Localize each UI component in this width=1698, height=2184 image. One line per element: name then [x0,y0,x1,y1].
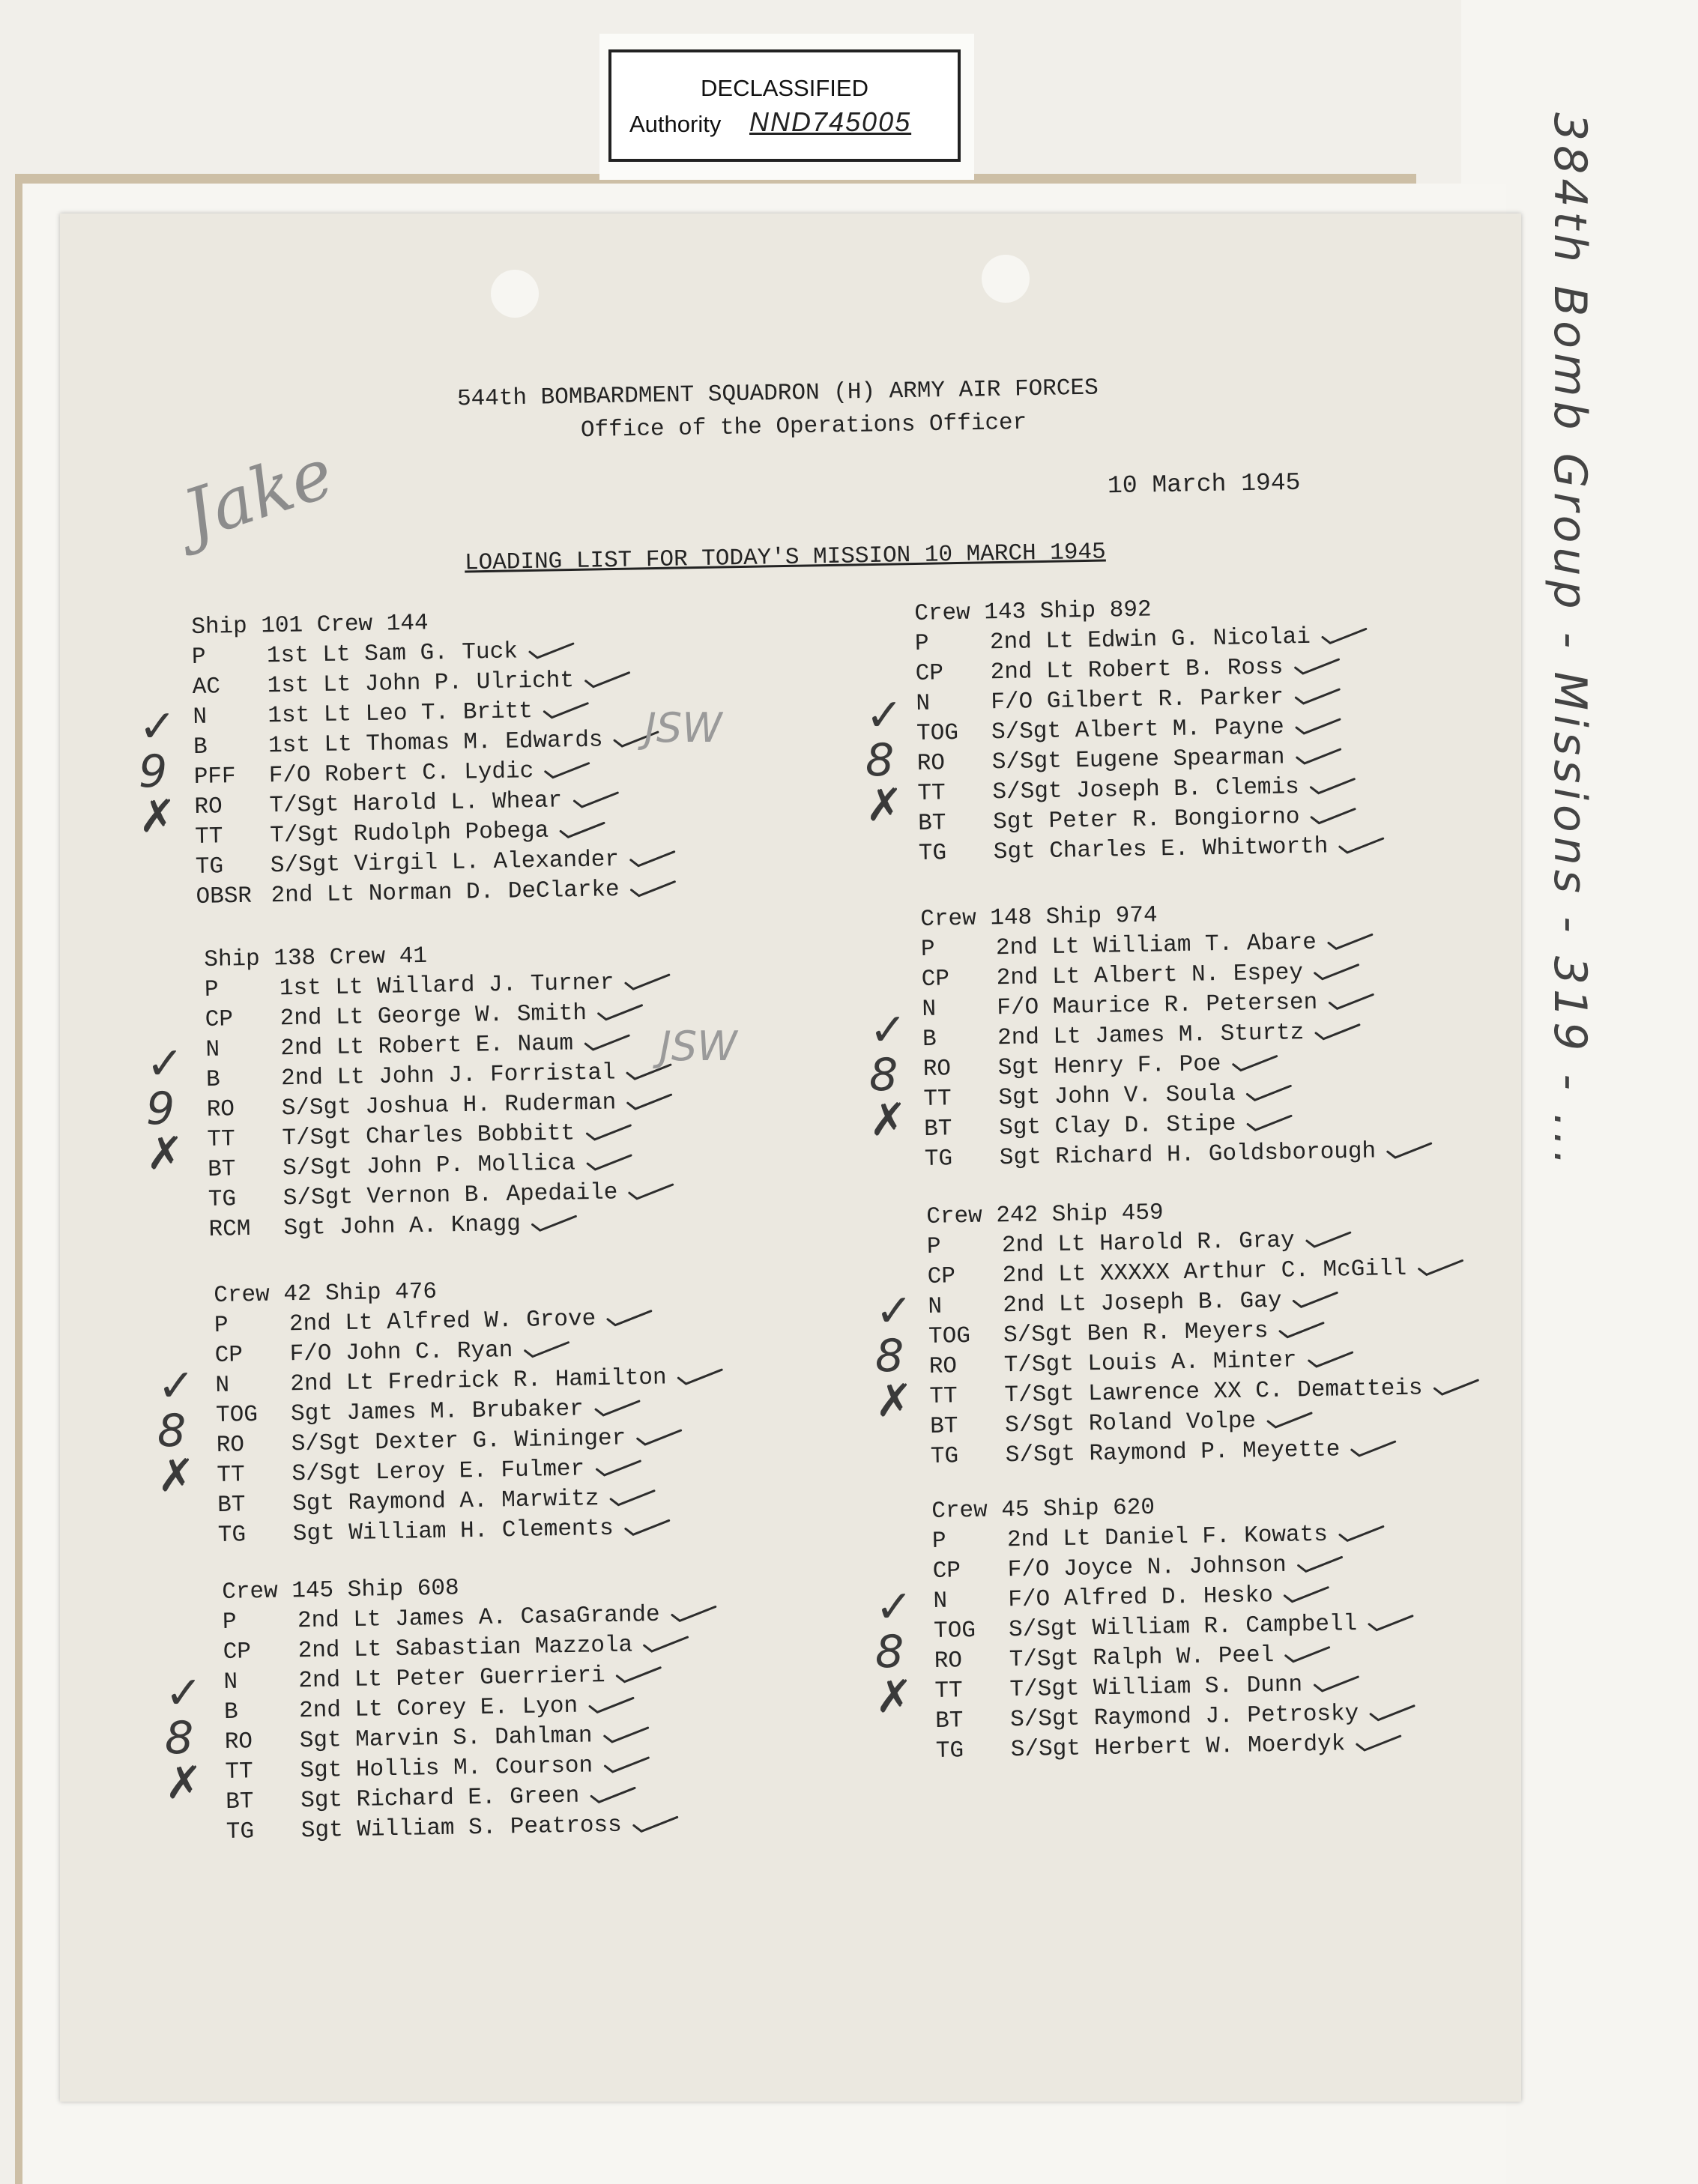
crew-member-name: 2nd Lt Corey E. Lyon [298,1693,578,1725]
checkmark-icon [609,1489,656,1507]
crew-member-name: S/Sgt Vernon B. Apedaile [283,1179,618,1212]
crew-member-name: T/Sgt Rudolph Pobega [269,817,549,850]
crew-position: AC [192,674,221,701]
crew-position: TG [195,853,224,880]
tally-mark: ✗ [165,1757,203,1809]
checkmark-icon [632,1815,679,1833]
crew-position: CP [932,1558,961,1585]
declassified-stamp [608,49,961,162]
crew-member-name: S/Sgt William R. Campbell [1008,1611,1358,1644]
crew-position: P [191,644,206,671]
checkmark-icon [1295,718,1341,735]
crew-position: RO [928,1353,958,1380]
crew-member-name: 1st Lt Thomas M. Edwards [268,727,603,760]
crew-position: P [931,1528,946,1555]
crew-member-name: F/O John C. Ryan [289,1337,513,1368]
tally-mark: 8 [869,1049,898,1101]
tally-mark: ✗ [875,1671,913,1723]
checkmark-icon [1231,1055,1278,1072]
checkmark-icon [585,1124,632,1141]
tally-mark: ✗ [875,1375,913,1427]
side-handwritten-note: 384th Bomb Group - Missions - 319 - ... [1544,112,1596,1170]
tally-mark: ✓ [865,689,904,742]
tally-mark: 8 [157,1405,187,1457]
checkmark-icon [1338,1525,1385,1542]
crew-position: OBSR [196,883,253,910]
checkmark-icon [606,1310,653,1327]
crew-position: N [223,1669,238,1696]
crew-position: CP [205,1006,234,1033]
checkmark-icon [1310,778,1356,795]
crew-block-header: Ship 101 Crew 144 [191,610,429,641]
crew-member-name: 2nd Lt Joseph B. Gay [1003,1287,1282,1319]
checkmark-icon [603,1756,650,1773]
checkmark-icon [1266,1412,1313,1429]
checkmark-icon [1313,1675,1359,1693]
checkmark-icon [1297,1555,1344,1573]
crew-position: BT [929,1413,958,1440]
margin-tally [875,1285,913,1427]
checkmark-icon [1417,1259,1463,1276]
crew-position: RO [216,1432,245,1459]
checkmark-icon [1433,1379,1479,1396]
checkmark-icon [572,791,619,808]
crew-member-name: S/Sgt Roland Volpe [1004,1408,1257,1439]
checkmark-icon [602,1726,649,1743]
crew-position: N [916,690,931,717]
crew-member-name: 2nd Lt Alfred W. Grove [288,1306,596,1338]
margin-tally [865,689,904,832]
crew-member-name: Sgt Richard H. Goldsborough [999,1138,1377,1172]
checkmark-icon [626,1093,673,1110]
crew-position: P [920,936,935,963]
tally-mark: ✗ [869,1094,907,1146]
crew-position: BT [217,1492,246,1519]
crew-member-name: S/Sgt Herbert W. Moerdyk [1010,1731,1346,1764]
tally-mark: ✓ [869,1004,907,1056]
crew-member-name: Sgt Clay D. Stipe [998,1110,1236,1142]
checkmark-icon [615,1666,662,1684]
crew-member-name: S/Sgt Albert M. Payne [991,714,1285,746]
crew-position: TT [217,1462,246,1489]
crew-member-name: 2nd Lt Fredrick R. Hamilton [290,1364,667,1398]
checkmark-icon [1292,1291,1338,1308]
crew-member-name: F/O Gilbert R. Parker [991,684,1284,716]
crew-block [204,937,675,1245]
crew-position: N [928,1293,943,1320]
crew-position: TT [207,1126,236,1153]
crew-member-name: Sgt James M. Brubaker [290,1396,584,1428]
tally-mark: ✓ [146,1038,184,1090]
checkmark-icon [1328,993,1374,1010]
crew-position: RO [916,750,946,777]
checkmark-icon [559,821,605,838]
checkmark-icon [586,1154,632,1171]
crew-position: TG [924,1146,953,1173]
crew-member-name: 2nd Lt William T. Abare [995,929,1317,962]
crew-member-name: F/O Alfred D. Hesko [1008,1582,1274,1614]
crew-position: N [922,996,937,1023]
crew-member-name: Sgt John V. Soula [998,1080,1236,1112]
checkmark-icon [1369,1704,1415,1722]
tally-mark: ✗ [139,790,177,843]
checkmark-icon [677,1368,723,1385]
crew-block [191,605,677,913]
crew-position: N [215,1372,230,1399]
document-date: 10 March 1945 [1107,468,1301,500]
crew-position: CP [915,660,944,687]
tally-mark: ✗ [865,779,904,832]
checkmark-icon [531,1214,578,1232]
checkmark-icon [1305,1231,1351,1248]
crew-position: P [204,976,219,1003]
crew-member-name: S/Sgt Joshua H. Ruderman [281,1089,617,1122]
crew-block [914,591,1386,869]
checkmark-icon [1350,1440,1397,1457]
checkmark-icon [595,1459,641,1477]
crew-member-name: T/Sgt Harold L. Whear [269,787,563,820]
tally-mark: ✓ [165,1667,203,1719]
punch-hole-right [982,255,1030,303]
crew-block [222,1569,721,1847]
checkmark-icon [1295,748,1341,765]
checkmark-icon [1356,1734,1402,1752]
crew-position: BT [917,810,946,837]
crew-position: N [933,1588,948,1615]
crew-member-name: Sgt Raymond A. Marwitz [291,1486,599,1518]
checkmark-icon [1278,1322,1325,1339]
crew-member-name: 2nd Lt James M. Sturtz [997,1020,1305,1052]
crew-member-name: Sgt Peter R. Bongiorno [992,804,1300,836]
checkmark-icon [670,1605,716,1622]
crew-position: B [922,1026,937,1053]
checkmark-icon [1284,1646,1331,1663]
checkmark-icon [1338,837,1385,854]
crew-member-name: S/Sgt Ben R. Meyers [1003,1318,1269,1349]
tally-mark: ✓ [139,701,177,753]
checkmark-icon [1386,1142,1433,1159]
tally-mark: 8 [865,734,895,787]
crew-position: TT [194,823,223,850]
crew-block-header: Crew 242 Ship 459 [926,1200,1164,1230]
margin-tally [157,1360,196,1502]
checkmark-icon [584,671,631,689]
crew-member-name: T/Sgt Charles Bobbitt [282,1120,575,1152]
crew-member-name: 2nd Lt Edwin G. Nicolai [989,623,1311,656]
tally-mark: 8 [875,1626,904,1678]
crew-position: TOG [933,1618,976,1645]
crew-position: B [193,733,208,760]
checkmark-icon [1321,627,1368,644]
crew-position: BT [934,1707,964,1734]
crew-position: N [193,704,208,730]
crew-position: TOG [916,720,959,747]
initials-annotation: JSW [644,704,722,751]
checkmark-icon [590,1786,636,1803]
crew-position: TOG [928,1323,971,1350]
crew-member-name: 2nd Lt Robert B. Ross [990,654,1284,686]
document-title: LOADING LIST FOR TODAY'S MISSION 10 MARCH 1945 [464,539,1106,577]
crew-position: RO [922,1056,952,1083]
crew-position: P [926,1233,941,1260]
margin-handwriting: Jake [174,432,343,556]
crew-member-name: 2nd Lt Sabastian Mazzola [297,1632,633,1665]
crew-position: TG [208,1186,237,1213]
crew-member-name: 2nd Lt XXXXX Arthur C. McGill [1002,1255,1407,1289]
crew-position: TG [930,1443,959,1470]
tally-mark: 8 [875,1330,904,1382]
crew-block-header: Crew 148 Ship 974 [920,902,1158,933]
crew-member-name: Sgt John A. Knagg [283,1211,522,1242]
crew-block-header: Crew 145 Ship 608 [222,1575,459,1606]
checkmark-icon [528,642,575,659]
stamp-authority-label: Authority [629,111,722,137]
crew-member-name: 2nd Lt Robert E. Naum [280,1030,574,1062]
crew-member-name: F/O Robert C. Lydic [268,758,534,790]
margin-tally [146,1038,184,1180]
crew-position: CP [921,966,950,993]
crew-position: TT [934,1678,964,1704]
checkmark-icon [629,850,676,868]
checkmark-icon [1310,808,1356,825]
checkmark-icon [643,1636,689,1653]
stamp-authority-code: NND745005 [749,106,912,137]
crew-position: TT [225,1758,254,1785]
margin-tally [139,701,177,843]
checkmark-icon [597,1004,644,1021]
checkmark-icon [1246,1084,1293,1101]
crew-block-header: Crew 45 Ship 620 [931,1494,1155,1525]
checkmark-icon [588,1696,635,1713]
punch-hole-left [491,270,539,318]
tally-mark: 8 [165,1712,194,1764]
crew-position: P [214,1312,229,1339]
initials-annotation: JSW [659,1023,737,1070]
crew-member-name: 2nd Lt Albert N. Espey [996,960,1304,992]
checkmark-icon [629,880,676,898]
checkmark-icon [624,1519,671,1536]
checkmark-icon [1314,1023,1361,1041]
crew-block-header: Crew 143 Ship 892 [914,596,1152,627]
checkmark-icon [1368,1615,1414,1632]
crew-position: TG [935,1737,964,1764]
crew-member-name: 2nd Lt Harold R. Gray [1001,1227,1295,1259]
crew-position: P [914,630,929,657]
crew-position: TT [923,1086,952,1113]
crew-member-name: 2nd Lt George W. Smith [280,1000,587,1032]
crew-block [214,1272,726,1551]
crew-member-name: 2nd Lt James A. CasaGrande [297,1601,660,1635]
crew-member-name: Sgt Charles E. Whitworth [993,833,1329,866]
crew-block-header: Ship 138 Crew 41 [204,943,428,973]
crew-member-name: Sgt William S. Peatross [300,1812,623,1845]
crew-position: RO [934,1648,963,1675]
crew-member-name: 2nd Lt Peter Guerrieri [298,1663,605,1695]
checkmark-icon [584,1034,630,1051]
checkmark-icon [1327,933,1374,950]
checkmark-icon [1294,688,1341,705]
crew-position: BT [207,1156,236,1183]
crew-position: RO [194,793,223,820]
checkmark-icon [523,1341,569,1358]
crew-member-name: F/O Maurice R. Petersen [997,989,1318,1022]
crew-member-name: S/Sgt Dexter G. Wininger [291,1425,626,1458]
tally-mark: 9 [146,1083,175,1135]
crew-position: B [205,1066,221,1093]
crew-block-header: Crew 42 Ship 476 [214,1278,438,1309]
crew-member-name: T/Sgt William S. Dunn [1009,1672,1303,1704]
checkmark-icon [1284,1586,1330,1603]
crew-position: P [222,1609,237,1636]
crew-member-name: 1st Lt Sam G. Tuck [266,638,519,670]
checkmark-icon [544,762,590,779]
crew-position: PFF [193,763,236,790]
crew-position: RO [224,1728,253,1755]
crew-position: CP [214,1342,244,1369]
checkmark-icon [594,1400,641,1417]
crew-position: CP [927,1263,956,1290]
tally-mark: ✗ [157,1450,196,1502]
crew-member-name: Sgt William H. Clements [292,1515,614,1548]
crew-position: B [223,1699,239,1725]
crew-position: RCM [208,1215,251,1243]
squadron-header: 544th BOMBARDMENT SQUADRON (H) ARMY AIR FORCES [456,375,1099,413]
margin-tally [165,1667,203,1809]
tally-mark: ✓ [875,1285,913,1337]
crew-member-name: F/O Joyce N. Johnson [1007,1552,1287,1584]
margin-tally [875,1581,913,1723]
margin-tally [869,1004,907,1146]
crew-member-name: 1st Lt Willard J. Turner [279,970,614,1002]
crew-position: CP [223,1639,252,1666]
crew-member-name: S/Sgt Virgil L. Alexander [270,847,620,880]
crew-member-name: Sgt Hollis M. Courson [300,1752,593,1785]
crew-position: TG [217,1522,247,1549]
checkmark-icon [1314,964,1360,981]
crew-position: BT [225,1788,254,1815]
crew-member-name: 2nd Lt Daniel F. Kowats [1006,1521,1329,1554]
tally-mark: ✓ [875,1581,913,1633]
crew-position: TOG [215,1402,259,1429]
crew-position: N [205,1036,220,1063]
crew-position: TG [918,840,947,867]
crew-member-name: S/Sgt Raymond P. Meyette [1005,1436,1341,1469]
crew-member-name: S/Sgt Joseph B. Clemis [992,774,1300,806]
crew-position: RO [206,1096,235,1123]
crew-member-name: T/Sgt Ralph W. Peel [1009,1642,1275,1674]
checkmark-icon [628,1183,674,1200]
stamp-title: DECLASSIFIED [701,75,868,101]
crew-member-name: 1st Lt John P. Ulricht [267,668,575,700]
crew-position: BT [923,1116,952,1143]
crew-member-name: Sgt Richard E. Green [300,1782,580,1815]
crew-member-name: 2nd Lt John J. Forristal [280,1059,616,1092]
checkmark-icon [543,702,590,719]
crew-block [926,1193,1481,1472]
crew-position: TG [226,1818,255,1845]
crew-member-name: S/Sgt John P. Mollica [282,1150,576,1182]
crew-member-name: S/Sgt Eugene Spearman [991,744,1285,776]
checkmark-icon [1293,658,1340,675]
office-header: Office of the Operations Officer [580,409,1027,444]
crew-position: TT [929,1383,958,1410]
tally-mark: 9 [139,745,168,798]
tally-mark: ✓ [157,1360,196,1412]
crew-member-name: Sgt Henry F. Poe [997,1051,1221,1082]
checkmark-icon [624,973,671,990]
checkmark-icon [1246,1114,1293,1131]
crew-member-name: 1st Lt Leo T. Britt [268,698,534,730]
tally-mark: ✗ [146,1128,184,1180]
crew-member-name: S/Sgt Leroy E. Fulmer [291,1456,585,1488]
crew-block [920,896,1433,1175]
crew-member-name: 2nd Lt Norman D. DeClarke [271,877,620,910]
checkmark-icon [1307,1351,1353,1368]
crew-position: TT [917,780,946,807]
crew-member-name: Sgt Marvin S. Dahlman [299,1722,593,1755]
crew-member-name: S/Sgt Raymond J. Petrosky [1009,1701,1359,1734]
crew-block [931,1489,1416,1767]
crew-member-name: T/Sgt Louis A. Minter [1003,1347,1297,1379]
checkmark-icon [636,1429,683,1446]
crew-member-name: T/Sgt Lawrence XX C. Dematteis [1004,1375,1423,1409]
